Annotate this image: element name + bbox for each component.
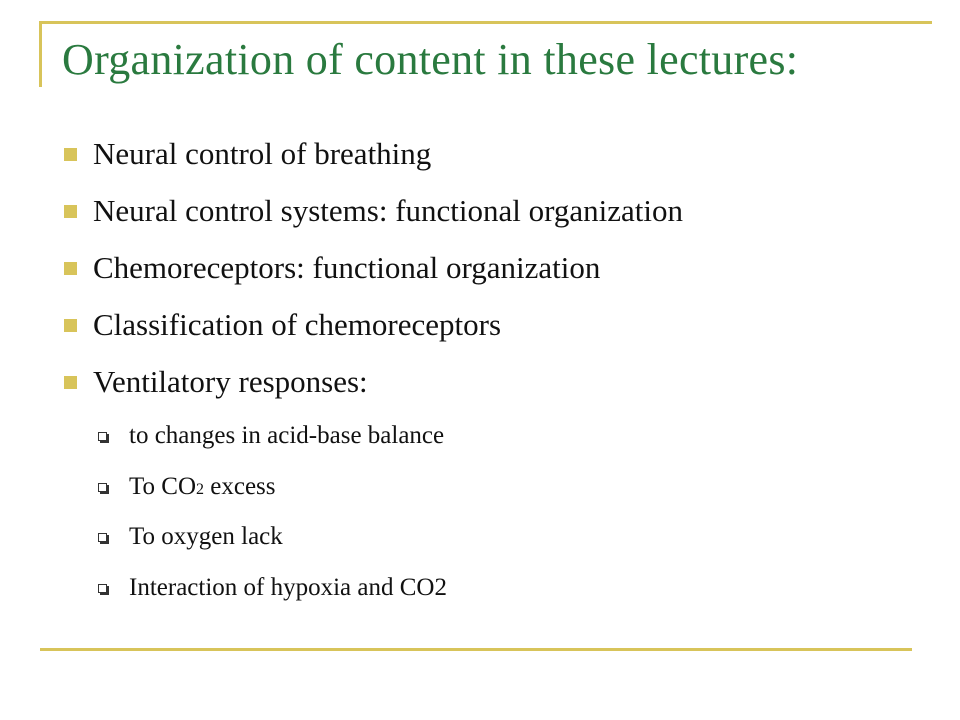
square-bullet-icon bbox=[64, 319, 77, 332]
list-item bbox=[64, 136, 431, 172]
sub-list-item-text bbox=[129, 473, 276, 500]
list-item bbox=[64, 364, 368, 400]
hollow-square-bullet-icon bbox=[98, 533, 107, 542]
sub-list-item bbox=[98, 523, 283, 551]
slide-title: Organization of content in these lectures: bbox=[62, 35, 799, 84]
list-item-text: Neural control of breathing bbox=[93, 136, 432, 171]
list-item-text: Classification of chemoreceptors bbox=[93, 307, 502, 342]
list-item bbox=[64, 307, 501, 343]
list-item-text: Chemoreceptors: functional organization bbox=[93, 250, 601, 285]
sub-list-item bbox=[98, 574, 447, 602]
hollow-square-bullet-icon bbox=[98, 584, 107, 593]
sub-list-item bbox=[98, 422, 444, 450]
list-item-text: Neural control systems: functional organization bbox=[93, 193, 683, 228]
sub-list-item-suffix: excess bbox=[204, 473, 276, 500]
subscript-digit: 2 bbox=[196, 481, 205, 498]
sub-list-item-text: Interaction of hypoxia and CO2 bbox=[129, 574, 447, 601]
sub-list-item bbox=[98, 473, 276, 501]
list-item-text: Ventilatory responses: bbox=[93, 364, 368, 399]
square-bullet-icon bbox=[64, 376, 77, 389]
sub-list-item-text: To oxygen lack bbox=[129, 523, 283, 550]
sub-list-item-text: to changes in acid-base balance bbox=[129, 422, 445, 449]
square-bullet-icon bbox=[64, 205, 77, 218]
square-bullet-icon bbox=[64, 148, 77, 161]
sub-list-item-prefix: To CO bbox=[129, 473, 197, 500]
list-item bbox=[64, 250, 600, 286]
list-item bbox=[64, 193, 683, 229]
square-bullet-icon bbox=[64, 262, 77, 275]
hollow-square-bullet-icon bbox=[98, 483, 107, 492]
hollow-square-bullet-icon bbox=[98, 432, 107, 441]
